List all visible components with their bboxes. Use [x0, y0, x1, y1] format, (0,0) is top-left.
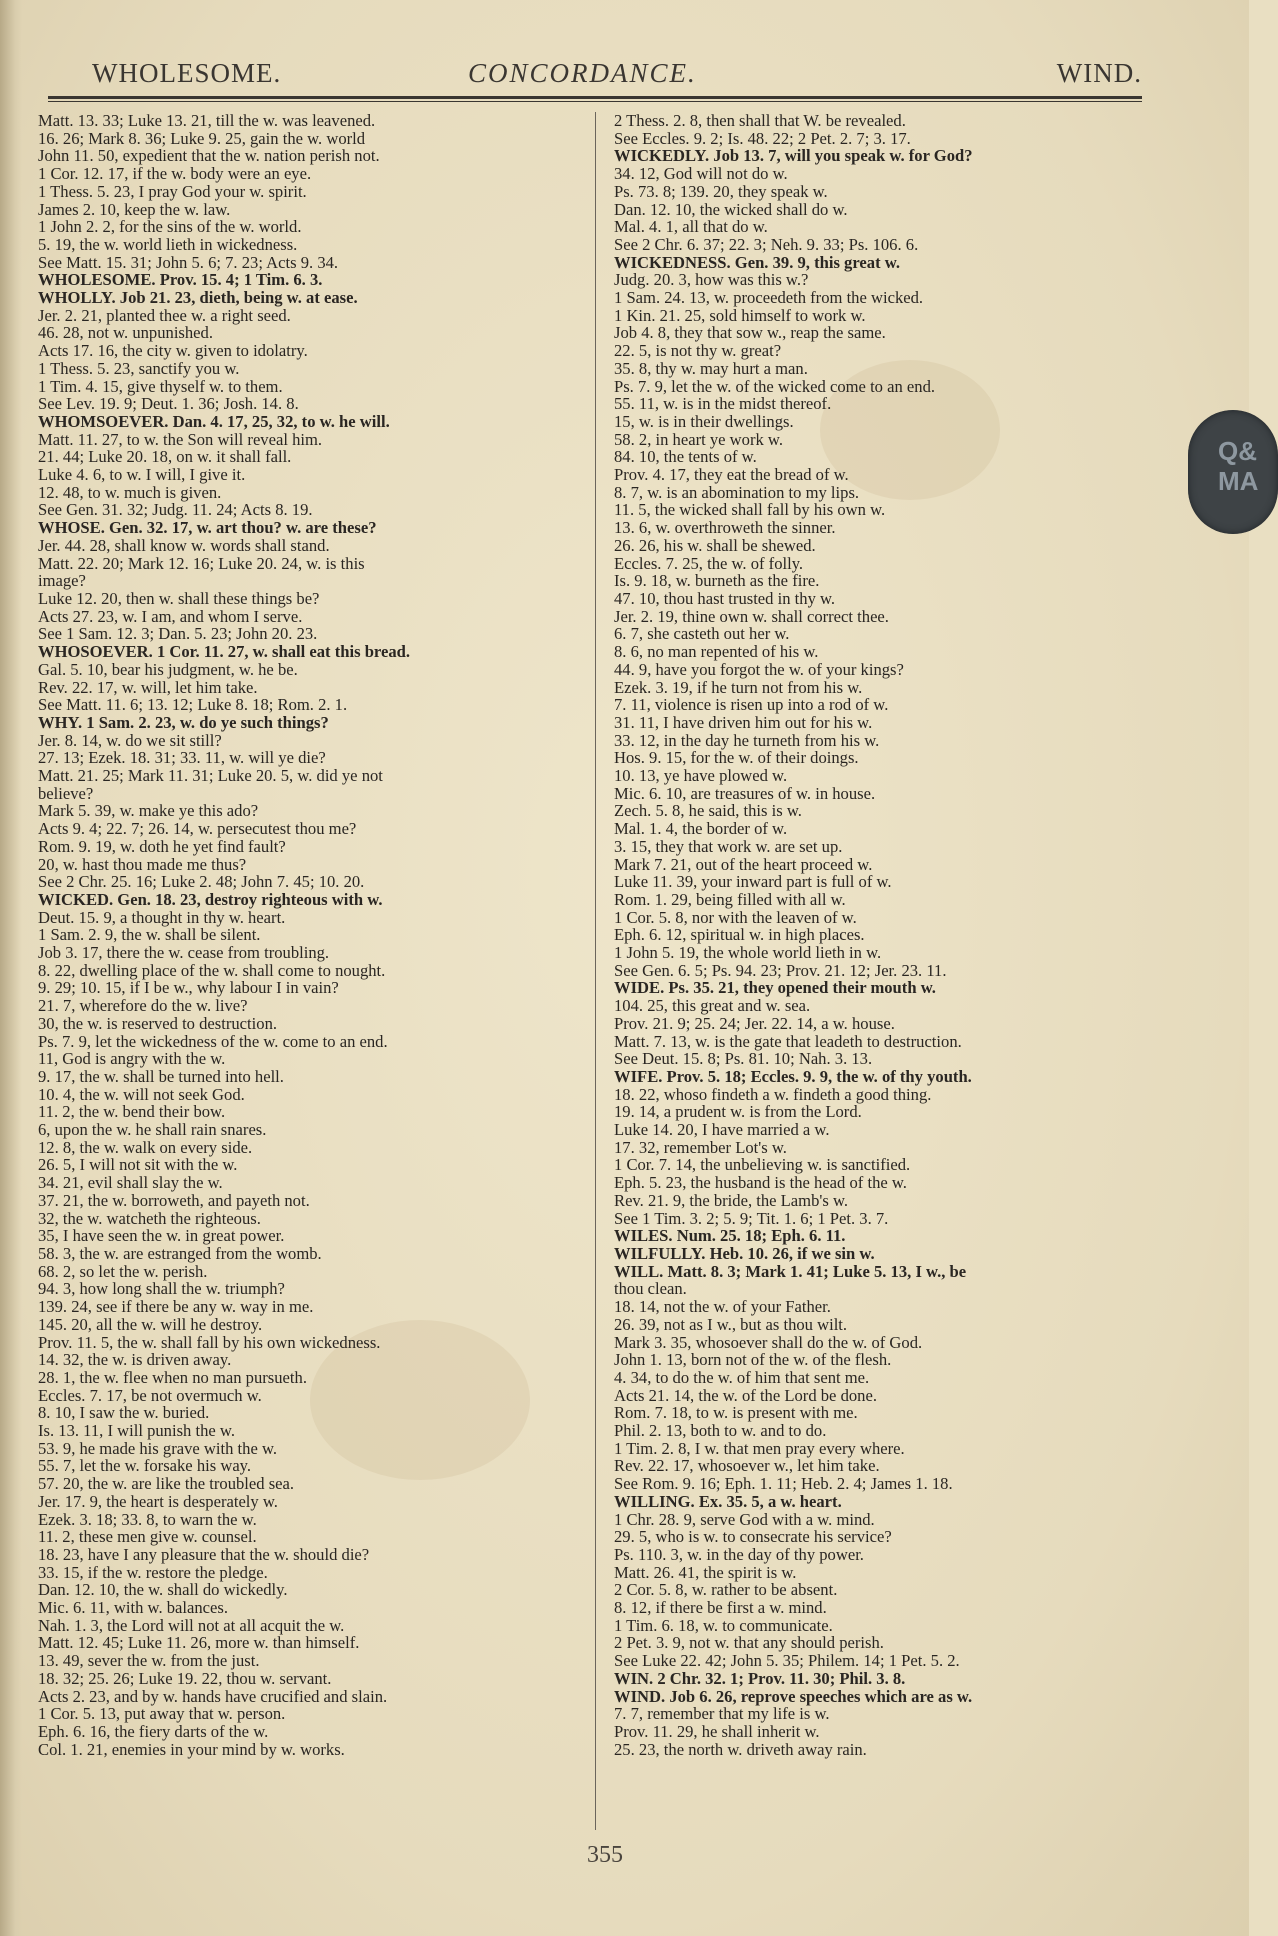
concordance-reference-line: 94. 3, how long shall the w. triumph? — [38, 1279, 285, 1299]
concordance-reference-line: Luke 4. 6, to w. I will, I give it. — [38, 465, 246, 485]
concordance-reference-line: Rev. 21. 9, the bride, the Lamb's w. — [614, 1190, 849, 1210]
concordance-reference-line: 1 Kin. 21. 25, sold himself to work w. — [614, 305, 866, 325]
concordance-reference-line: 31. 11, I have driven him out for his w. — [614, 712, 873, 732]
concordance-reference-line: 18. 32; 25. 26; Luke 19. 22, thou w. servant. — [38, 1668, 332, 1688]
column-divider — [595, 112, 596, 1830]
concordance-reference-line: 17. 32, remember Lot's w. — [614, 1137, 787, 1157]
concordance-reference-line: See 1 Tim. 3. 2; 5. 9; Tit. 1. 6; 1 Pet. 3. 7. — [614, 1208, 889, 1228]
page-number: 355 — [587, 1842, 623, 1868]
concordance-reference-line: James 2. 10, keep the w. law. — [38, 199, 231, 219]
concordance-reference-line: Ps. 7. 9, let the wickedness of the w. come to an end. — [38, 1031, 388, 1051]
page-binding-edge — [0, 0, 22, 1936]
concordance-reference-line: Jer. 17. 9, the heart is desperately w. — [38, 1491, 278, 1511]
concordance-reference-line: 1 John 2. 2, for the sins of the w. world. — [38, 217, 302, 237]
concordance-reference-line: Rom. 9. 19, w. doth he yet find fault? — [38, 836, 286, 856]
concordance-reference-line: 1 Cor. 7. 14, the unbelieving w. is sanctified. — [614, 1155, 911, 1175]
concordance-reference-line: 55. 11, w. is in the midst thereof. — [614, 394, 832, 414]
left-column — [38, 112, 586, 1832]
concordance-headword-line: WIFE. Prov. 5. 18; Eccles. 9. 9, the w. of thy youth. — [614, 1066, 972, 1086]
concordance-reference-line: 35. 8, thy w. may hurt a man. — [614, 358, 808, 378]
concordance-reference-line: Col. 1. 21, enemies in your mind by w. works. — [38, 1739, 345, 1759]
concordance-reference-line: Matt. 12. 45; Luke 11. 26, more w. than himself. — [38, 1633, 360, 1653]
concordance-reference-line: 44. 9, have you forgot the w. of your kings? — [614, 659, 904, 679]
concordance-reference-line: 2 Pet. 3. 9, not w. that any should perish. — [614, 1633, 884, 1653]
concordance-reference-line: image? — [38, 571, 86, 591]
concordance-reference-line: See Luke 22. 42; John 5. 35; Philem. 14; 1 Pet. 5. 2. — [614, 1651, 960, 1671]
concordance-reference-line: 9. 17, the w. shall be turned into hell. — [38, 1066, 284, 1086]
concordance-reference-line: 28. 1, the w. flee when no man pursueth. — [38, 1367, 307, 1387]
right-column — [614, 112, 1162, 1832]
concordance-reference-line: Matt. 13. 33; Luke 13. 21, till the w. was leavened. — [38, 111, 376, 130]
header-rule-thin — [48, 101, 1142, 102]
concordance-reference-line: Acts 27. 23, w. I am, and whom I serve. — [38, 606, 303, 626]
concordance-reference-line: 21. 44; Luke 20. 18, on w. it shall fall. — [38, 447, 292, 467]
concordance-reference-line: 13. 49, sever the w. from the just. — [38, 1651, 260, 1671]
concordance-reference-line: 11. 5, the wicked shall fall by his own w. — [614, 500, 886, 520]
concordance-reference-line: Rom. 1. 29, being filled with all w. — [614, 889, 846, 909]
concordance-reference-line: 10. 4, the w. will not seek God. — [38, 1084, 245, 1104]
concordance-headword-line: WHOLESOME. Prov. 15. 4; 1 Tim. 6. 3. — [38, 270, 323, 290]
concordance-reference-line: 68. 2, so let the w. perish. — [38, 1261, 208, 1281]
concordance-reference-line: 1 Cor. 5. 8, nor with the leaven of w. — [614, 907, 857, 927]
concordance-reference-line: Gal. 5. 10, bear his judgment, w. he be. — [38, 659, 298, 679]
concordance-reference-line: Matt. 22. 20; Mark 12. 16; Luke 20. 24, w. is this — [38, 553, 365, 573]
concordance-reference-line: Acts 2. 23, and by w. hands have crucified and slain. — [38, 1686, 388, 1706]
concordance-reference-line: Nah. 1. 3, the Lord will not at all acquit the w. — [38, 1615, 345, 1635]
concordance-reference-line: 46. 28, not w. unpunished. — [38, 323, 213, 343]
concordance-reference-line: See 2 Chr. 6. 37; 22. 3; Neh. 9. 33; Ps. 106. 6. — [614, 234, 919, 254]
concordance-headword-line: WILL. Matt. 8. 3; Mark 1. 41; Luke 5. 13, I w., be — [614, 1261, 967, 1281]
concordance-reference-line: 34. 21, evil shall slay the w. — [38, 1173, 223, 1193]
concordance-reference-line: 15, w. is in their dwellings. — [614, 411, 794, 431]
concordance-reference-line: Mic. 6. 11, with w. balances. — [38, 1598, 229, 1618]
concordance-reference-line: 9. 29; 10. 15, if I be w., why labour I in vain? — [38, 978, 339, 998]
concordance-headword-line: WHY. 1 Sam. 2. 23, w. do ye such things? — [38, 712, 329, 732]
concordance-reference-line: 11, God is angry with the w. — [38, 1049, 226, 1069]
concordance-reference-line: 29. 5, who is w. to consecrate his service? — [614, 1527, 892, 1547]
concordance-reference-line: 58. 2, in heart ye work w. — [614, 429, 783, 449]
concordance-headword-line: WILES. Num. 25. 18; Eph. 6. 11. — [614, 1226, 846, 1246]
concordance-reference-line: 25. 23, the north w. driveth away rain. — [614, 1739, 867, 1759]
concordance-reference-line: Ezek. 3. 18; 33. 8, to warn the w. — [38, 1509, 257, 1529]
concordance-reference-line: See Deut. 15. 8; Ps. 81. 10; Nah. 3. 13. — [614, 1049, 873, 1069]
concordance-reference-line: 2 Cor. 5. 8, w. rather to be absent. — [614, 1580, 838, 1600]
concordance-reference-line: thou clean. — [614, 1279, 687, 1299]
concordance-reference-line: Ezek. 3. 19, if he turn not from his w. — [614, 677, 863, 697]
concordance-reference-line: 145. 20, all the w. will he destroy. — [38, 1314, 263, 1334]
concordance-reference-line: 37. 21, the w. borroweth, and payeth not. — [38, 1190, 310, 1210]
concordance-reference-line: Rev. 22. 17, w. will, let him take. — [38, 677, 258, 697]
concordance-reference-line: See 1 Sam. 12. 3; Dan. 5. 23; John 20. 23. — [38, 624, 318, 644]
concordance-reference-line: Eph. 5. 23, the husband is the head of the w. — [614, 1173, 907, 1193]
concordance-reference-line: Dan. 12. 10, the w. shall do wickedly. — [38, 1580, 288, 1600]
concordance-reference-line: 10. 13, ye have plowed w. — [614, 766, 788, 786]
concordance-reference-line: Deut. 15. 9, a thought in thy w. heart. — [38, 907, 286, 927]
concordance-reference-line: 26. 39, not as I w., but as thou wilt. — [614, 1314, 848, 1334]
concordance-headword-line: WIN. 2 Chr. 32. 1; Prov. 11. 30; Phil. 3. 8. — [614, 1668, 906, 1688]
concordance-headword-line: WIND. Job 6. 26, reprove speeches which are as w. — [614, 1686, 973, 1706]
concordance-reference-line: 7. 11, violence is risen up into a rod of w. — [614, 695, 889, 715]
concordance-reference-line: believe? — [38, 783, 94, 803]
concordance-reference-line: 18. 22, whoso findeth a w. findeth a good thing. — [614, 1084, 932, 1104]
concordance-reference-line: 3. 15, they that work w. are set up. — [614, 836, 843, 856]
concordance-reference-line: 27. 13; Ezek. 18. 31; 33. 11, w. will ye die? — [38, 748, 326, 768]
concordance-reference-line: 104. 25, this great and w. sea. — [614, 996, 811, 1016]
header-last-word: WIND. — [1056, 58, 1142, 88]
concordance-reference-line: 33. 15, if the w. restore the pledge. — [38, 1562, 268, 1582]
concordance-reference-line: See Lev. 19. 9; Deut. 1. 36; Josh. 14. 8. — [38, 394, 299, 414]
concordance-reference-line: Job 4. 8, they that sow w., reap the same. — [614, 323, 886, 343]
concordance-reference-line: Jer. 8. 14, w. do we sit still? — [38, 730, 222, 750]
concordance-reference-line: John 11. 50, expedient that the w. nation perish not. — [38, 146, 380, 166]
concordance-reference-line: Eccles. 7. 25, the w. of folly. — [614, 553, 804, 573]
concordance-headword-line: WHOSOEVER. 1 Cor. 11. 27, w. shall eat this bread. — [38, 642, 411, 662]
concordance-headword-line: WIDE. Ps. 35. 21, they opened their mouth w. — [614, 978, 936, 998]
concordance-reference-line: Matt. 26. 41, the spirit is w. — [614, 1562, 797, 1582]
concordance-headword-line: WILLING. Ex. 35. 5, a w. heart. — [614, 1491, 842, 1511]
concordance-headword-line: WHOMSOEVER. Dan. 4. 17, 25, 32, to w. he will. — [38, 411, 390, 431]
concordance-reference-line: See 2 Chr. 25. 16; Luke 2. 48; John 7. 45; 10. 20. — [38, 872, 365, 892]
concordance-reference-line: See Matt. 15. 31; John 5. 6; 7. 23; Acts 9. 34. — [38, 252, 339, 272]
concordance-reference-line: 6. 7, she casteth out her w. — [614, 624, 790, 644]
concordance-reference-line: See Gen. 6. 5; Ps. 94. 23; Prov. 21. 12; Jer. 23. 11. — [614, 960, 947, 980]
concordance-reference-line: John 1. 13, born not of the w. of the flesh. — [614, 1350, 892, 1370]
concordance-reference-line: 13. 6, w. overthroweth the sinner. — [614, 518, 836, 538]
concordance-reference-line: 53. 9, he made his grave with the w. — [38, 1438, 278, 1458]
concordance-reference-line: Acts 17. 16, the city w. given to idolatry. — [38, 341, 308, 361]
concordance-reference-line: 16. 26; Mark 8. 36; Luke 9. 25, gain the w. world — [38, 128, 366, 148]
concordance-reference-line: Prov. 11. 29, he shall inherit w. — [614, 1721, 820, 1741]
concordance-reference-line: Mark 7. 21, out of the heart proceed w. — [614, 854, 873, 874]
concordance-reference-line: Prov. 21. 9; 25. 24; Jer. 22. 14, a w. house. — [614, 1013, 895, 1033]
thumb-index-label — [1218, 436, 1258, 496]
concordance-reference-line: Phil. 2. 13, both to w. and to do. — [614, 1421, 827, 1441]
concordance-reference-line: 1 Sam. 2. 9, the w. shall be silent. — [38, 925, 261, 945]
concordance-reference-line: Mark 5. 39, w. make ye this ado? — [38, 801, 259, 821]
concordance-reference-line: 35, I have seen the w. in great power. — [38, 1226, 285, 1246]
concordance-reference-line: 6, upon the w. he shall rain snares. — [38, 1120, 267, 1140]
concordance-headword-line: WICKEDLY. Job 13. 7, will you speak w. for God? — [614, 146, 973, 166]
thumb-index-line1: Q& — [1218, 436, 1257, 466]
concordance-reference-line: 14. 32, the w. is driven away. — [38, 1350, 232, 1370]
concordance-reference-line: 58. 3, the w. are estranged from the womb. — [38, 1244, 322, 1263]
concordance-reference-line: Ps. 73. 8; 139. 20, they speak w. — [614, 181, 828, 201]
concordance-reference-line: Is. 13. 11, I will punish the w. — [38, 1421, 235, 1441]
concordance-reference-line: Job 3. 17, there the w. cease from troubling. — [38, 943, 330, 963]
concordance-reference-line: 7. 7, remember that my life is w. — [614, 1704, 830, 1724]
concordance-reference-line: 19. 14, a prudent w. is from the Lord. — [614, 1102, 862, 1122]
concordance-reference-line: Luke 12. 20, then w. shall these things be? — [38, 588, 320, 608]
running-header — [48, 52, 1142, 96]
concordance-reference-line: Rev. 22. 17, whosoever w., let him take. — [614, 1456, 880, 1476]
concordance-reference-line: 34. 12, God will not do w. — [614, 164, 788, 184]
thumb-index-line2: MA — [1218, 466, 1259, 496]
concordance-reference-line: Ps. 7. 9, let the w. of the wicked come to an end. — [614, 376, 936, 396]
concordance-reference-line: Luke 11. 39, your inward part is full of w. — [614, 872, 892, 892]
concordance-reference-line: 8. 6, no man repented of his w. — [614, 642, 819, 662]
concordance-reference-line: Mic. 6. 10, are treasures of w. in house. — [614, 783, 876, 803]
concordance-reference-line: 18. 23, have I any pleasure that the w. should die? — [38, 1544, 370, 1564]
concordance-reference-line: Jer. 44. 28, shall know w. words shall stand. — [38, 535, 330, 555]
concordance-reference-line: 1 Tim. 6. 18, w. to communicate. — [614, 1615, 833, 1635]
concordance-reference-line: 1 Tim. 2. 8, I w. that men pray every where. — [614, 1438, 905, 1458]
concordance-reference-line: Luke 14. 20, I have married a w. — [614, 1120, 830, 1140]
concordance-reference-line: 1 Thess. 5. 23, I pray God your w. spirit. — [38, 181, 307, 201]
concordance-reference-line: Acts 9. 4; 22. 7; 26. 14, w. persecutest thou me? — [38, 819, 357, 839]
concordance-reference-line: See Gen. 31. 32; Judg. 11. 24; Acts 8. 19. — [38, 500, 313, 520]
concordance-reference-line: Hos. 9. 15, for the w. of their doings. — [614, 748, 859, 768]
concordance-reference-line: See Matt. 11. 6; 13. 12; Luke 8. 18; Rom. 2. 1. — [38, 695, 348, 715]
concordance-reference-line: 26. 26, his w. shall be shewed. — [614, 535, 816, 555]
concordance-reference-line: 20, w. hast thou made me thus? — [38, 854, 247, 874]
concordance-reference-line: 8. 12, if there be first a w. mind. — [614, 1598, 827, 1618]
concordance-reference-line: 8. 10, I saw the w. buried. — [38, 1403, 210, 1423]
concordance-reference-line: Acts 21. 14, the w. of the Lord be done. — [614, 1385, 877, 1405]
header-rule — [48, 96, 1142, 99]
concordance-reference-line: Matt. 7. 13, w. is the gate that leadeth to destruction. — [614, 1031, 962, 1051]
concordance-headword-line: WILFULLY. Heb. 10. 26, if we sin w. — [614, 1244, 875, 1263]
concordance-reference-line: 1 Chr. 28. 9, serve God with a w. mind. — [614, 1509, 875, 1529]
concordance-headword-line: WHOSE. Gen. 32. 17, w. art thou? w. are these? — [38, 518, 377, 538]
header-first-word: WHOLESOME. — [92, 58, 282, 88]
concordance-reference-line: 30, the w. is reserved to destruction. — [38, 1013, 278, 1033]
header-title: CONCORDANCE. — [468, 58, 697, 88]
concordance-reference-line: Prov. 11. 5, the w. shall fall by his own wickedness. — [38, 1332, 381, 1352]
concordance-reference-line: 2 Thess. 2. 8, then shall that W. be revealed. — [614, 111, 906, 130]
concordance-reference-line: 55. 7, let the w. forsake his way. — [38, 1456, 252, 1476]
concordance-reference-line: 4. 34, to do the w. of him that sent me. — [614, 1367, 870, 1387]
concordance-reference-line: See Rom. 9. 16; Eph. 1. 11; Heb. 2. 4; James 1. 18. — [614, 1474, 953, 1494]
concordance-reference-line: Dan. 12. 10, the wicked shall do w. — [614, 199, 848, 219]
concordance-reference-line: 33. 12, in the day he turneth from his w. — [614, 730, 880, 750]
concordance-reference-line: Ps. 110. 3, w. in the day of thy power. — [614, 1544, 864, 1564]
concordance-reference-line: 1 Cor. 5. 13, put away that w. person. — [38, 1704, 286, 1724]
concordance-reference-line: 32, the w. watcheth the righteous. — [38, 1208, 261, 1228]
concordance-reference-line: Matt. 11. 27, to w. the Son will reveal him. — [38, 429, 323, 449]
concordance-reference-line: 47. 10, thou hast trusted in thy w. — [614, 588, 836, 608]
concordance-headword-line: WICKEDNESS. Gen. 39. 9, this great w. — [614, 252, 900, 272]
concordance-reference-line: 11. 2, the w. bend their bow. — [38, 1102, 226, 1122]
concordance-reference-line: Jer. 2. 19, thine own w. shall correct thee. — [614, 606, 889, 626]
concordance-reference-line: 1 Thess. 5. 23, sanctify you w. — [38, 358, 240, 378]
concordance-reference-line: Is. 9. 18, w. burneth as the fire. — [614, 571, 820, 591]
concordance-reference-line: Mal. 4. 1, all that do w. — [614, 217, 768, 237]
concordance-reference-line: 1 Cor. 12. 17, if the w. body were an eye. — [38, 164, 312, 184]
concordance-reference-line: 57. 20, the w. are like the troubled sea. — [38, 1474, 295, 1494]
concordance-reference-line: 1 Sam. 24. 13, w. proceedeth from the wicked. — [614, 288, 924, 308]
concordance-reference-line: 18. 14, not the w. of your Father. — [614, 1297, 831, 1317]
concordance-reference-line: 8. 22, dwelling place of the w. shall come to nought. — [38, 960, 386, 980]
concordance-reference-line: Mark 3. 35, whosoever shall do the w. of God. — [614, 1332, 923, 1352]
concordance-reference-line: Rom. 7. 18, to w. is present with me. — [614, 1403, 858, 1423]
concordance-reference-line: Zech. 5. 8, he said, this is w. — [614, 801, 802, 821]
concordance-reference-line: Mal. 1. 4, the border of w. — [614, 819, 788, 839]
concordance-reference-line: 26. 5, I will not sit with the w. — [38, 1155, 238, 1175]
concordance-headword-line: WHOLLY. Job 21. 23, dieth, being w. at ease. — [38, 288, 358, 308]
concordance-reference-line: Matt. 21. 25; Mark 11. 31; Luke 20. 5, w. did ye not — [38, 766, 383, 786]
concordance-reference-line: 12. 8, the w. walk on every side. — [38, 1137, 253, 1157]
concordance-reference-line: 1 Tim. 4. 15, give thyself w. to them. — [38, 376, 283, 396]
concordance-reference-line: See Eccles. 9. 2; Is. 48. 22; 2 Pet. 2. 7; 3. 17. — [614, 128, 911, 148]
concordance-reference-line: 84. 10, the tents of w. — [614, 447, 757, 467]
concordance-reference-line: 21. 7, wherefore do the w. live? — [38, 996, 248, 1016]
concordance-reference-line: 5. 19, the w. world lieth in wickedness. — [38, 234, 298, 254]
concordance-reference-line: Eccles. 7. 17, be not overmuch w. — [38, 1385, 262, 1405]
concordance-reference-line: Eph. 6. 12, spiritual w. in high places. — [614, 925, 865, 945]
concordance-reference-line: 8. 7, w. is an abomination to my lips. — [614, 482, 860, 502]
concordance-reference-line: 12. 48, to w. much is given. — [38, 482, 222, 502]
concordance-reference-line: 11. 2, these men give w. counsel. — [38, 1527, 257, 1547]
concordance-headword-line: WICKED. Gen. 18. 23, destroy righteous with w. — [38, 889, 383, 909]
concordance-reference-line: Jer. 2. 21, planted thee w. a right seed. — [38, 305, 291, 325]
concordance-reference-line: 1 John 5. 19, the whole world lieth in w. — [614, 943, 882, 963]
concordance-reference-line: 139. 24, see if there be any w. way in me. — [38, 1297, 314, 1317]
concordance-reference-line: Eph. 6. 16, the fiery darts of the w. — [38, 1721, 269, 1741]
concordance-reference-line: 22. 5, is not thy w. great? — [614, 341, 782, 361]
concordance-reference-line: Judg. 20. 3, how was this w.? — [614, 270, 809, 290]
concordance-reference-line: Prov. 4. 17, they eat the bread of w. — [614, 465, 849, 485]
